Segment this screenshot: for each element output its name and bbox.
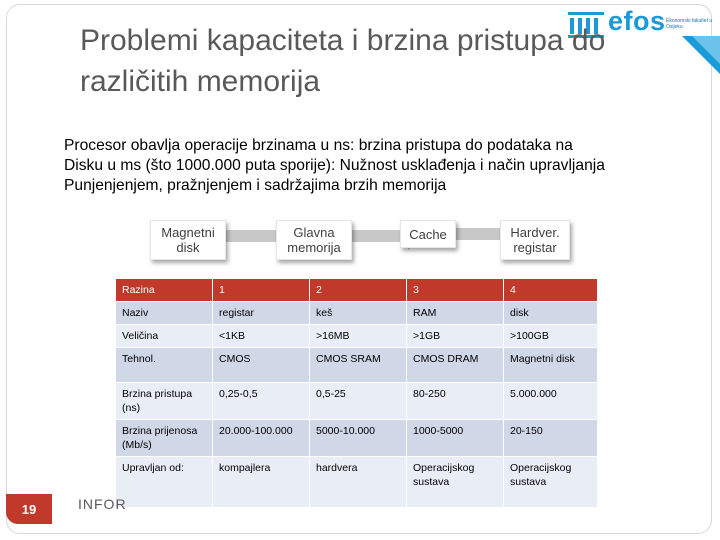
footer-text: INFOR xyxy=(78,496,127,512)
title-line-2: različitih memorija xyxy=(80,65,321,98)
table-cell: hardvera xyxy=(310,457,407,508)
table-cell: kompajlera xyxy=(213,457,310,508)
title-line-1: Problemi kapaciteta i brzina pristupa do xyxy=(80,24,606,57)
table-cell: >16MB xyxy=(310,325,407,348)
table-row xyxy=(116,383,598,420)
flow-box-label: Cache xyxy=(409,226,447,242)
table-header-row xyxy=(116,279,598,302)
table-cell: 5000-10.000 xyxy=(310,420,407,457)
table-cell: >1GB xyxy=(407,325,504,348)
logo-wordmark: efos xyxy=(608,6,666,36)
slide-title xyxy=(80,20,680,102)
table-cell: Tehnol. xyxy=(116,348,213,383)
table-cell: <1KB xyxy=(213,325,310,348)
table-row xyxy=(116,302,598,325)
table-row xyxy=(116,420,598,457)
page-number: 19 xyxy=(6,494,52,524)
table-cell: Brzina pristupa (ns) xyxy=(116,383,213,420)
table-cell: 5.000.000 xyxy=(504,383,598,420)
table-row xyxy=(116,457,598,508)
table-cell: Operacijskog sustava xyxy=(504,457,598,508)
table-cell: 0,25-0,5 xyxy=(213,383,310,420)
flow-box-label: Hardver. xyxy=(510,225,560,240)
table-header-cell: 3 xyxy=(407,279,504,302)
table-cell: 0,5-25 xyxy=(310,383,407,420)
flow-box-label: memorija xyxy=(287,240,341,255)
table-cell: registar xyxy=(213,302,310,325)
table-cell: Upravljan od: xyxy=(116,457,213,508)
table-cell: Naziv xyxy=(116,302,213,325)
flow-box-label: Magnetni xyxy=(161,225,215,240)
body-line-2: Disku u ms (što 1000.000 puta sporije): Nužnost usklađenja i način upravljanja xyxy=(64,157,605,174)
flow-box-label: registar xyxy=(513,240,557,255)
table-cell: CMOS xyxy=(213,348,310,383)
table-cell: 20.000-100.000 xyxy=(213,420,310,457)
table-row xyxy=(116,325,598,348)
table-cell: CMOS SRAM xyxy=(310,348,407,383)
table-cell: keš xyxy=(310,302,407,325)
memory-table xyxy=(116,279,598,508)
table-header-cell: Razina xyxy=(116,279,213,302)
logo-stripe-icon xyxy=(682,36,720,74)
flow-box-hardware-register xyxy=(500,220,570,260)
table-header-cell: 2 xyxy=(310,279,407,302)
flow-box-main-memory xyxy=(276,220,352,260)
table-cell: disk xyxy=(504,302,598,325)
table-row xyxy=(116,348,598,383)
flow-box-label: Glavna xyxy=(293,225,335,240)
flow-box-magnetic-disk xyxy=(150,220,226,260)
logo-subtitle: Ekonomski fakultet u Osijeku xyxy=(666,18,713,30)
flow-box-cache xyxy=(400,220,456,248)
body-line-1: Procesor obavlja operacije brzinama u ns: brzina pristupa do podataka na xyxy=(64,137,573,154)
table-cell: 80-250 xyxy=(407,383,504,420)
slide-body xyxy=(64,136,704,196)
table-cell: 20-150 xyxy=(504,420,598,457)
table-cell: Magnetni disk xyxy=(504,348,598,383)
table-cell: Brzina prijenosa (Mb/s) xyxy=(116,420,213,457)
table-cell: RAM xyxy=(407,302,504,325)
table-header-cell: 1 xyxy=(213,279,310,302)
flow-box-label: disk xyxy=(176,240,200,255)
table-header-cell: 4 xyxy=(504,279,598,302)
table-cell: Veličina xyxy=(116,325,213,348)
body-line-3: Punjenjenjem, pražnjenjem i sadržajima brzih memorija xyxy=(64,177,447,194)
table-cell: >100GB xyxy=(504,325,598,348)
table-cell: 1000-5000 xyxy=(407,420,504,457)
table-cell: Operacijskog sustava xyxy=(407,457,504,508)
table-cell: CMOS DRAM xyxy=(407,348,504,383)
